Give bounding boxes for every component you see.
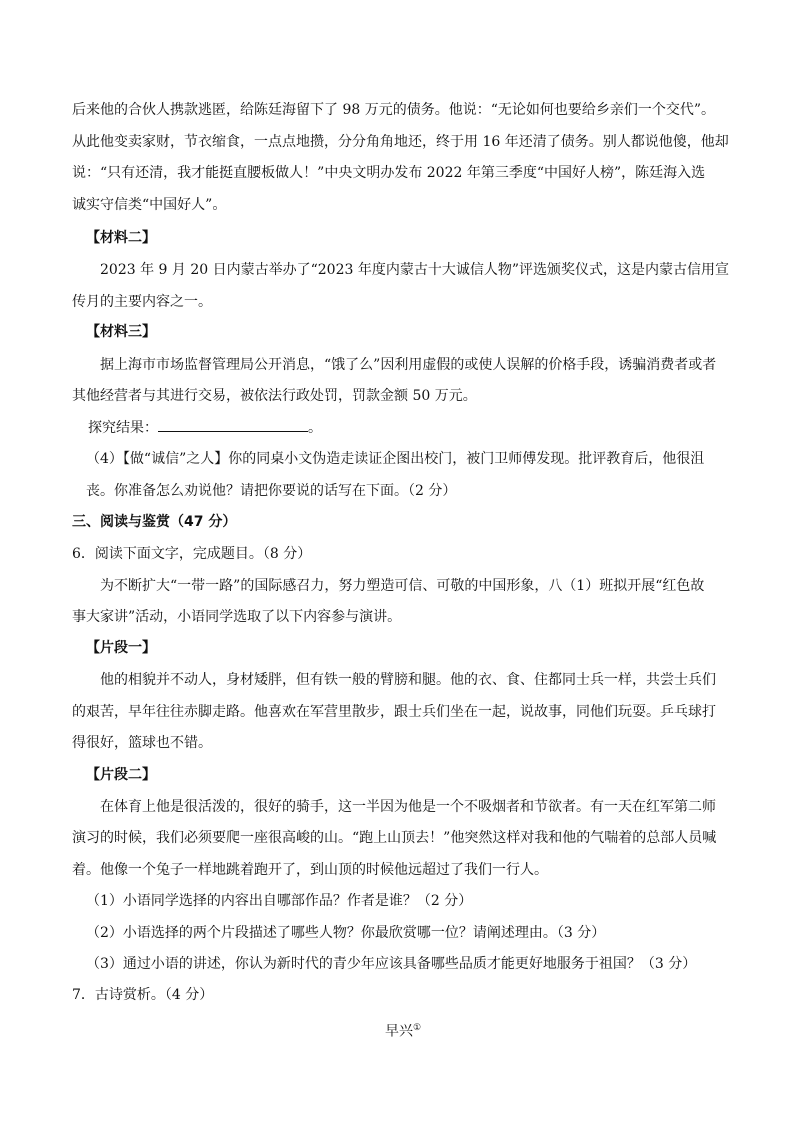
result-line <box>88 417 322 438</box>
text-line: 后来他的合伙人携款逃匿，给陈廷海留下了 98 万元的债务。他说：“无论如何也要给乡亲们一个交代”。 <box>72 102 716 118</box>
text-line: 传月的主要内容之一。 <box>72 294 212 310</box>
answer-blank[interactable] <box>158 417 308 432</box>
text-line: 事大家讲”活动，小语同学选取了以下内容参与演讲。 <box>72 609 402 625</box>
text-line: 诚实守信类“中国好人”。 <box>72 197 227 213</box>
question-6-title: 6．阅读下面文字，完成题目。（8 分） <box>72 546 312 562</box>
section-three-title: 三、阅读与鉴赏（47 分） <box>72 514 237 530</box>
text-line: 着。他像一个兔子一样地跳着跑开了，到山顶的时候他远超过了我们一行人。 <box>72 862 548 878</box>
text-line: 演习的时候，我们必须要爬一座很高峻的山。“跑上山顶去！”他突然这样对我和他的气喘着的总部人员喊 <box>72 830 717 846</box>
question-4-line: （4）【做“诚信”之人】你的同桌小文伪造走读证企图出校门，被门卫师傅发现。批评教育后，他很沮 <box>86 451 705 467</box>
material-three-heading: 【材料三】 <box>86 324 156 340</box>
question-6-2: （2）小语选择的两个片段描述了哪些人物？你最欣赏哪一位？请阐述理由。（3 分） <box>86 925 606 941</box>
text-line: 2023 年 9 月 20 日内蒙古举办了“2023 年度内蒙古十大诚信人物”评选颁奖仪式，这是内蒙古信用宣 <box>100 262 729 278</box>
text-line: 为不断扩大“一带一路”的国际感召力，努力塑造可信、可敬的中国形象，八（1）班拟开展“红色故 <box>100 578 705 594</box>
text-line: 的艰苦，早年往往赤脚走路。他喜欢在军营里散步，跟士兵们坐在一起，说故事，同他们玩耍。乒乓球打 <box>72 704 716 720</box>
question-4-line: 丧。你准备怎么劝说他？请把你要说的话写在下面。（2 分） <box>86 483 457 499</box>
text-line: 他的相貌并不动人，身材矮胖，但有铁一般的臂膀和腿。他的衣、食、住都同士兵一样，共尝士兵们 <box>100 672 716 688</box>
material-two-heading: 【材料二】 <box>86 230 156 246</box>
text-line: 其他经营者与其进行交易，被依法行政处罚，罚款金额 50 万元。 <box>72 388 477 404</box>
text-line: 在体育上他是很活泼的，很好的骑手，这一半因为他是一个不吸烟者和节欲者。有一天在红军第二师 <box>100 799 716 815</box>
text-line: 从此他变卖家财，节衣缩食，一点点地攒，分分角角地还，终于用 16 年还清了债务。别人都说他傻，他却 <box>72 134 729 150</box>
question-6-3: （3）通过小语的讲述，你认为新时代的青少年应该具备哪些品质才能更好地服务于祖国？（3 分） <box>86 956 697 972</box>
question-7-title: 7．古诗赏析。（4 分） <box>72 987 214 1003</box>
fragment-two-heading: 【片段二】 <box>86 767 156 783</box>
result-end: 。 <box>308 420 322 436</box>
text-line: 据上海市市场监督管理局公开消息，“饿了么”因利用虚假的或使人误解的价格手段，诱骗消费者或者 <box>100 357 717 373</box>
footnote-marker: ① <box>413 1023 422 1033</box>
result-label: 探究结果： <box>88 420 158 436</box>
fragment-one-heading: 【片段一】 <box>86 640 156 656</box>
text-line: 说：“只有还清，我才能挺直腰板做人！”中央文明办发布 2022 年第三季度“中国好人榜”，陈廷海入选 <box>72 165 706 181</box>
poem-title: 早兴 <box>385 1023 413 1040</box>
poem-title-line <box>385 1018 421 1042</box>
question-6-1: （1）小语同学选择的内容出自哪部作品？作者是谁？（2 分） <box>86 893 473 909</box>
text-line: 得很好，篮球也不错。 <box>72 735 212 751</box>
